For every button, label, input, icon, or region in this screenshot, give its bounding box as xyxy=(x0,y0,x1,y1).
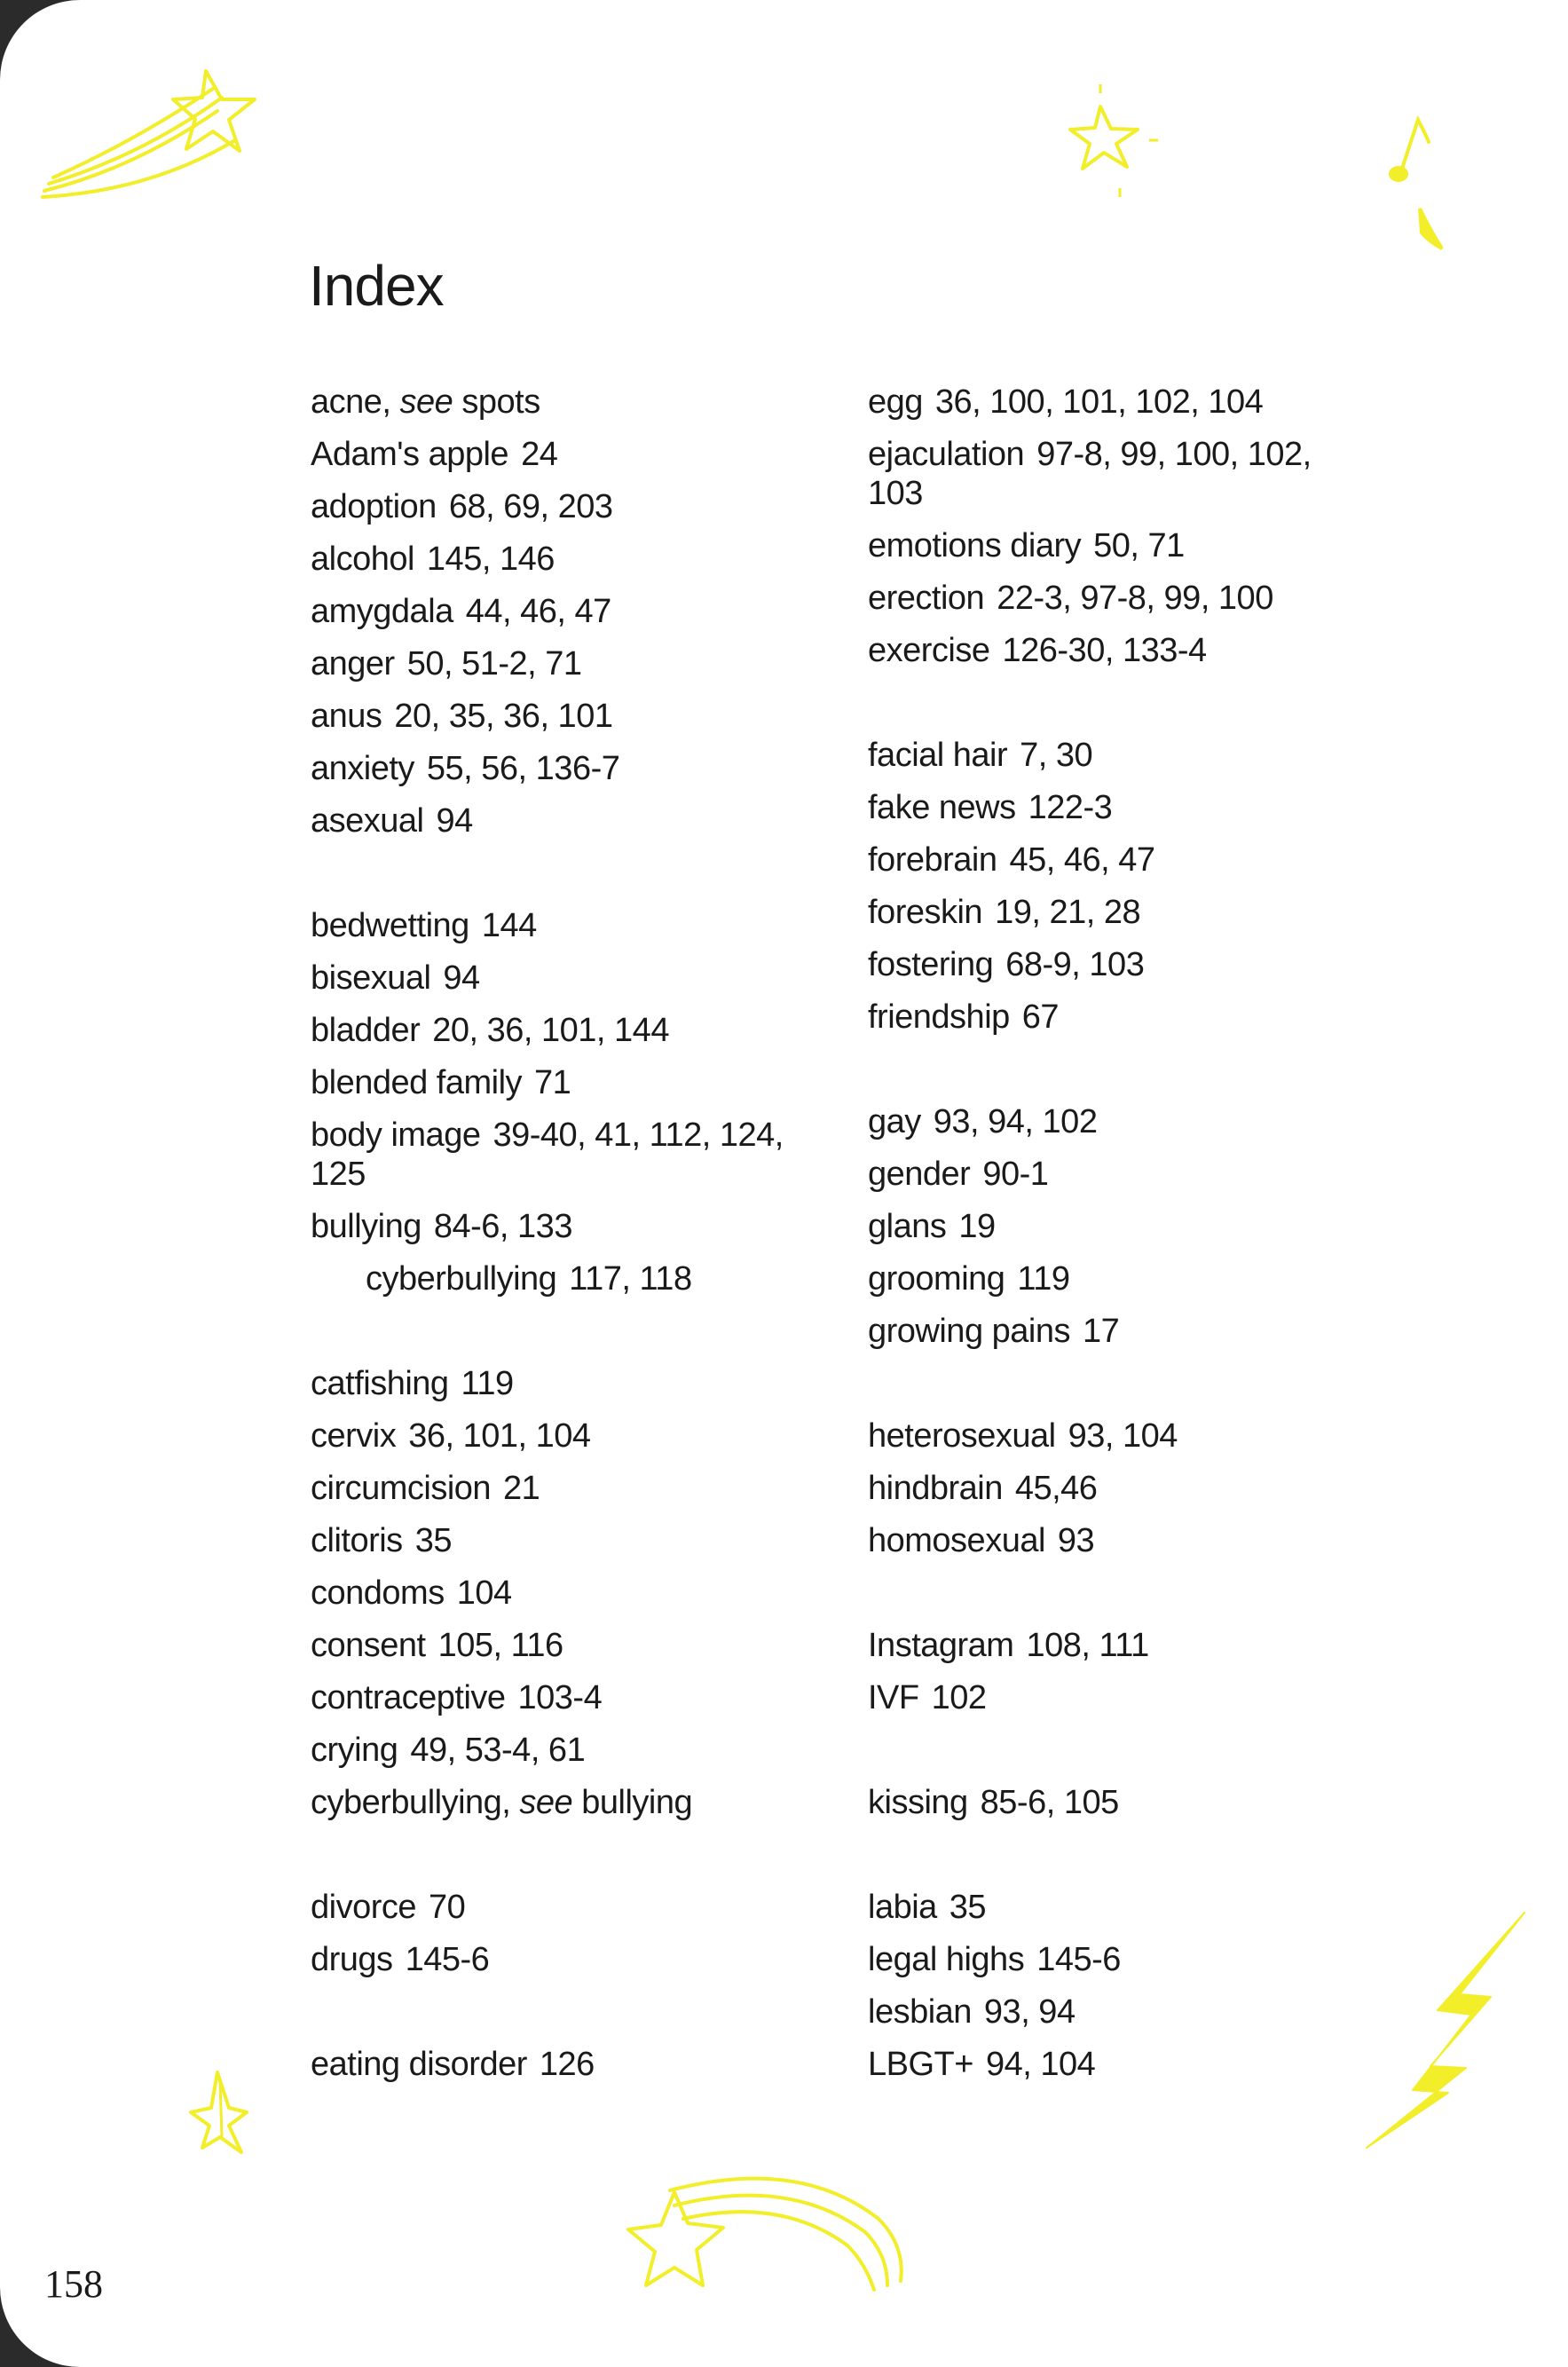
index-entry xyxy=(868,1252,1329,1305)
index-entry xyxy=(311,1619,808,1671)
index-term: consent xyxy=(311,1627,426,1664)
index-term: lesbian xyxy=(868,1993,972,2031)
index-term: LBGT+ xyxy=(868,2046,973,2083)
index-page-numbers: 50, 71 xyxy=(1093,527,1185,564)
index-term: anxiety xyxy=(311,750,414,787)
index-letter-group xyxy=(311,2038,808,2090)
index-term: kissing xyxy=(868,1784,968,1821)
index-term: drugs xyxy=(311,1941,393,1978)
index-term: anger xyxy=(311,645,395,682)
index-letter-group xyxy=(868,1095,1329,1357)
index-entry xyxy=(868,886,1329,938)
index-entry xyxy=(868,781,1329,833)
index-term: adoption xyxy=(311,488,437,525)
index-entry xyxy=(868,572,1329,624)
index-term: growing pains xyxy=(868,1313,1070,1350)
index-letter-group xyxy=(868,1619,1329,1724)
shooting-star-icon xyxy=(628,2179,902,2290)
index-page-numbers: 104 xyxy=(456,1574,512,1612)
index-page-numbers: 36, 101, 104 xyxy=(408,1417,591,1455)
index-page-numbers: 67 xyxy=(1021,998,1060,1036)
index-term: emotions diary xyxy=(868,527,1082,564)
index-entry xyxy=(868,519,1329,572)
index-term: crying xyxy=(311,1732,398,1769)
index-entry xyxy=(868,1985,1329,2038)
index-page-numbers: 94 xyxy=(436,802,473,840)
index-letter-group xyxy=(868,1881,1329,2090)
index-letter-group xyxy=(311,1881,808,1985)
index-term: erection xyxy=(868,580,985,617)
index-entry xyxy=(868,375,1329,428)
index-entry xyxy=(868,1671,1329,1724)
index-entry xyxy=(868,428,1329,519)
index-term: eating disorder xyxy=(311,2046,527,2083)
index-page-numbers: 39-40, 41, 112, 124, 125 xyxy=(311,1116,784,1193)
index-page-numbers: 36, 100, 101, 102, 104 xyxy=(934,383,1264,421)
index-page-numbers: 44, 46, 47 xyxy=(465,593,611,630)
index-page-numbers: 68, 69, 203 xyxy=(448,488,613,525)
index-entry xyxy=(868,1619,1329,1671)
index-term: labia xyxy=(868,1889,937,1926)
index-term: homosexual xyxy=(868,1522,1045,1559)
index-page-numbers: 20, 35, 36, 101 xyxy=(394,698,613,735)
index-letter-group xyxy=(868,375,1329,676)
index-term: bladder xyxy=(311,1012,421,1049)
index-entry xyxy=(311,899,808,951)
index-term: amygdala xyxy=(311,593,453,630)
index-term: bedwetting xyxy=(311,907,469,944)
index-page-numbers: 119 xyxy=(461,1365,514,1402)
index-entry xyxy=(311,1109,808,1200)
index-term: asexual xyxy=(311,802,424,840)
index-page-numbers: 45, 46, 47 xyxy=(1009,841,1155,879)
see-reference-target: bullying xyxy=(581,1784,693,1821)
index-term: clitoris xyxy=(311,1522,403,1559)
index-entry xyxy=(868,938,1329,990)
index-page-numbers: 35 xyxy=(949,1889,987,1926)
index-page-numbers: 35 xyxy=(414,1522,452,1559)
index-term: condoms xyxy=(311,1574,445,1612)
page-title: Index xyxy=(309,254,444,318)
index-entry xyxy=(311,637,808,690)
index-term: cervix xyxy=(311,1417,397,1455)
index-entry xyxy=(311,1776,808,1828)
index-page-numbers: 19 xyxy=(958,1208,996,1245)
index-page-numbers: 84-6, 133 xyxy=(433,1208,572,1245)
index-entry xyxy=(311,1357,808,1409)
index-page-numbers: 122-3 xyxy=(1028,789,1113,826)
index-entry xyxy=(311,1200,808,1252)
index-entry xyxy=(311,2038,808,2090)
index-page-numbers: 93 xyxy=(1057,1522,1095,1559)
index-page-numbers: 20, 36, 101, 144 xyxy=(432,1012,669,1049)
index-entry xyxy=(311,428,808,480)
index-term: cyberbullying, xyxy=(311,1784,511,1821)
index-entry xyxy=(311,1671,808,1724)
index-entry xyxy=(311,1514,808,1566)
index-page-numbers: 93, 104 xyxy=(1068,1417,1178,1455)
index-term: exercise xyxy=(868,632,990,669)
index-term: facial hair xyxy=(868,737,1008,774)
index-entry xyxy=(311,1409,808,1462)
index-page-numbers: 145, 146 xyxy=(426,540,555,578)
index-term: alcohol xyxy=(311,540,414,578)
index-term: contraceptive xyxy=(311,1679,506,1716)
index-entry xyxy=(868,1514,1329,1566)
index-page-numbers: 85-6, 105 xyxy=(980,1784,1119,1821)
index-page-numbers: 49, 53-4, 61 xyxy=(410,1732,586,1769)
index-letter-group xyxy=(311,899,808,1305)
index-entry xyxy=(311,480,808,533)
index-entry xyxy=(868,624,1329,676)
index-term: Adam's apple xyxy=(311,436,509,473)
index-term: gender xyxy=(868,1156,971,1193)
index-term: Instagram xyxy=(868,1627,1014,1664)
index-entry xyxy=(311,533,808,585)
index-term: cyberbullying xyxy=(366,1260,557,1298)
index-entry xyxy=(311,1881,808,1933)
index-term: circumcision xyxy=(311,1470,492,1507)
index-entry xyxy=(311,1056,808,1109)
index-term: legal highs xyxy=(868,1941,1025,1978)
index-page-numbers: 21 xyxy=(503,1470,540,1507)
index-page-numbers: 19, 21, 28 xyxy=(995,894,1141,931)
index-letter-group xyxy=(868,1409,1329,1566)
index-entry xyxy=(868,1933,1329,1985)
index-page-numbers: 71 xyxy=(534,1064,571,1101)
index-page-numbers: 103-4 xyxy=(517,1679,603,1716)
index-term: egg xyxy=(868,383,923,421)
lightning-icon xyxy=(1367,1913,1525,2148)
see-reference-label: see xyxy=(399,383,453,421)
index-page-numbers: 68-9, 103 xyxy=(1005,946,1145,983)
index-entry xyxy=(311,690,808,742)
index-entry xyxy=(868,1305,1329,1357)
index-page-numbers: 105, 116 xyxy=(437,1627,563,1664)
index-page-numbers: 93, 94 xyxy=(983,1993,1076,2031)
index-letter-group xyxy=(868,729,1329,1043)
index-term: friendship xyxy=(868,998,1010,1036)
index-entry xyxy=(868,1409,1329,1462)
index-entry xyxy=(311,1462,808,1514)
star-icon xyxy=(1070,84,1158,197)
index-entry xyxy=(311,742,808,794)
index-page-numbers: 117, 118 xyxy=(569,1260,692,1298)
index-page-numbers: 145-6 xyxy=(405,1941,490,1978)
index-entry xyxy=(868,2038,1329,2090)
index-term: anus xyxy=(311,698,382,735)
index-term: foreskin xyxy=(868,894,983,931)
index-column-right xyxy=(868,375,1329,2142)
index-entry xyxy=(311,585,808,637)
index-page-numbers: 119 xyxy=(1017,1260,1070,1298)
index-entry xyxy=(311,1933,808,1985)
see-reference-target: spots xyxy=(461,383,540,421)
star-icon xyxy=(191,2072,247,2152)
index-letter-group xyxy=(311,375,808,847)
index-page-numbers: 93, 94, 102 xyxy=(933,1103,1098,1140)
index-page-numbers: 94 xyxy=(443,959,480,997)
index-term: blended family xyxy=(311,1064,523,1101)
index-page-numbers: 70 xyxy=(429,1889,466,1926)
index-entry xyxy=(868,1200,1329,1252)
index-term: glans xyxy=(868,1208,947,1245)
index-term: catfishing xyxy=(311,1365,449,1402)
index-page-numbers: 7, 30 xyxy=(1020,737,1093,774)
index-letter-group xyxy=(868,1776,1329,1828)
index-entry xyxy=(311,794,808,847)
index-page-numbers: 50, 51-2, 71 xyxy=(406,645,582,682)
index-page-numbers: 22-3, 97-8, 99, 100 xyxy=(997,580,1273,617)
index-letter-group xyxy=(311,1357,808,1828)
index-entry xyxy=(868,1881,1329,1933)
index-term: gay xyxy=(868,1103,921,1140)
index-page-numbers: 126-30, 133-4 xyxy=(1002,632,1207,669)
index-term: acne, xyxy=(311,383,391,421)
index-page-numbers: 94, 104 xyxy=(985,2046,1096,2083)
index-entry xyxy=(868,1095,1329,1148)
index-page-numbers: 144 xyxy=(481,907,537,944)
index-page-numbers: 97-8, 99, 100, 102, 103 xyxy=(868,436,1312,512)
index-subentry xyxy=(311,1252,808,1305)
index-page-numbers: 45,46 xyxy=(1014,1470,1098,1507)
index-term: divorce xyxy=(311,1889,416,1926)
index-entry xyxy=(868,1148,1329,1200)
index-page-numbers: 145-6 xyxy=(1036,1941,1121,1978)
index-page-numbers: 126 xyxy=(539,2046,595,2083)
index-entry xyxy=(311,951,808,1004)
index-page-numbers: 108, 111 xyxy=(1026,1627,1149,1664)
index-term: fostering xyxy=(868,946,994,983)
index-term: heterosexual xyxy=(868,1417,1056,1455)
index-page-numbers: 55, 56, 136-7 xyxy=(426,750,620,787)
index-entry xyxy=(868,729,1329,781)
index-entry xyxy=(868,1776,1329,1828)
index-term: fake news xyxy=(868,789,1016,826)
index-entry xyxy=(311,1566,808,1619)
index-entry xyxy=(311,1004,808,1056)
index-term: bullying xyxy=(311,1208,422,1245)
index-term: bisexual xyxy=(311,959,431,997)
index-entry xyxy=(868,1462,1329,1514)
see-reference-label: see xyxy=(519,1784,573,1821)
index-term: body image xyxy=(311,1116,481,1154)
index-term: IVF xyxy=(868,1679,919,1716)
index-page-numbers: 17 xyxy=(1082,1313,1120,1350)
index-entry xyxy=(868,833,1329,886)
index-term: ejaculation xyxy=(868,436,1025,473)
shooting-star-icon xyxy=(43,71,255,197)
index-page-numbers: 24 xyxy=(521,436,558,473)
index-page-numbers: 102 xyxy=(931,1679,987,1716)
index-term: grooming xyxy=(868,1260,1005,1298)
music-note-icon xyxy=(1391,120,1442,249)
index-entry xyxy=(311,1724,808,1776)
index-page-numbers: 90-1 xyxy=(982,1156,1049,1193)
index-column-left xyxy=(311,375,808,2142)
index-entry xyxy=(868,990,1329,1043)
index-term: hindbrain xyxy=(868,1470,1003,1507)
page-number: 158 xyxy=(44,2262,103,2306)
index-term: forebrain xyxy=(868,841,997,879)
index-entry xyxy=(311,375,808,428)
